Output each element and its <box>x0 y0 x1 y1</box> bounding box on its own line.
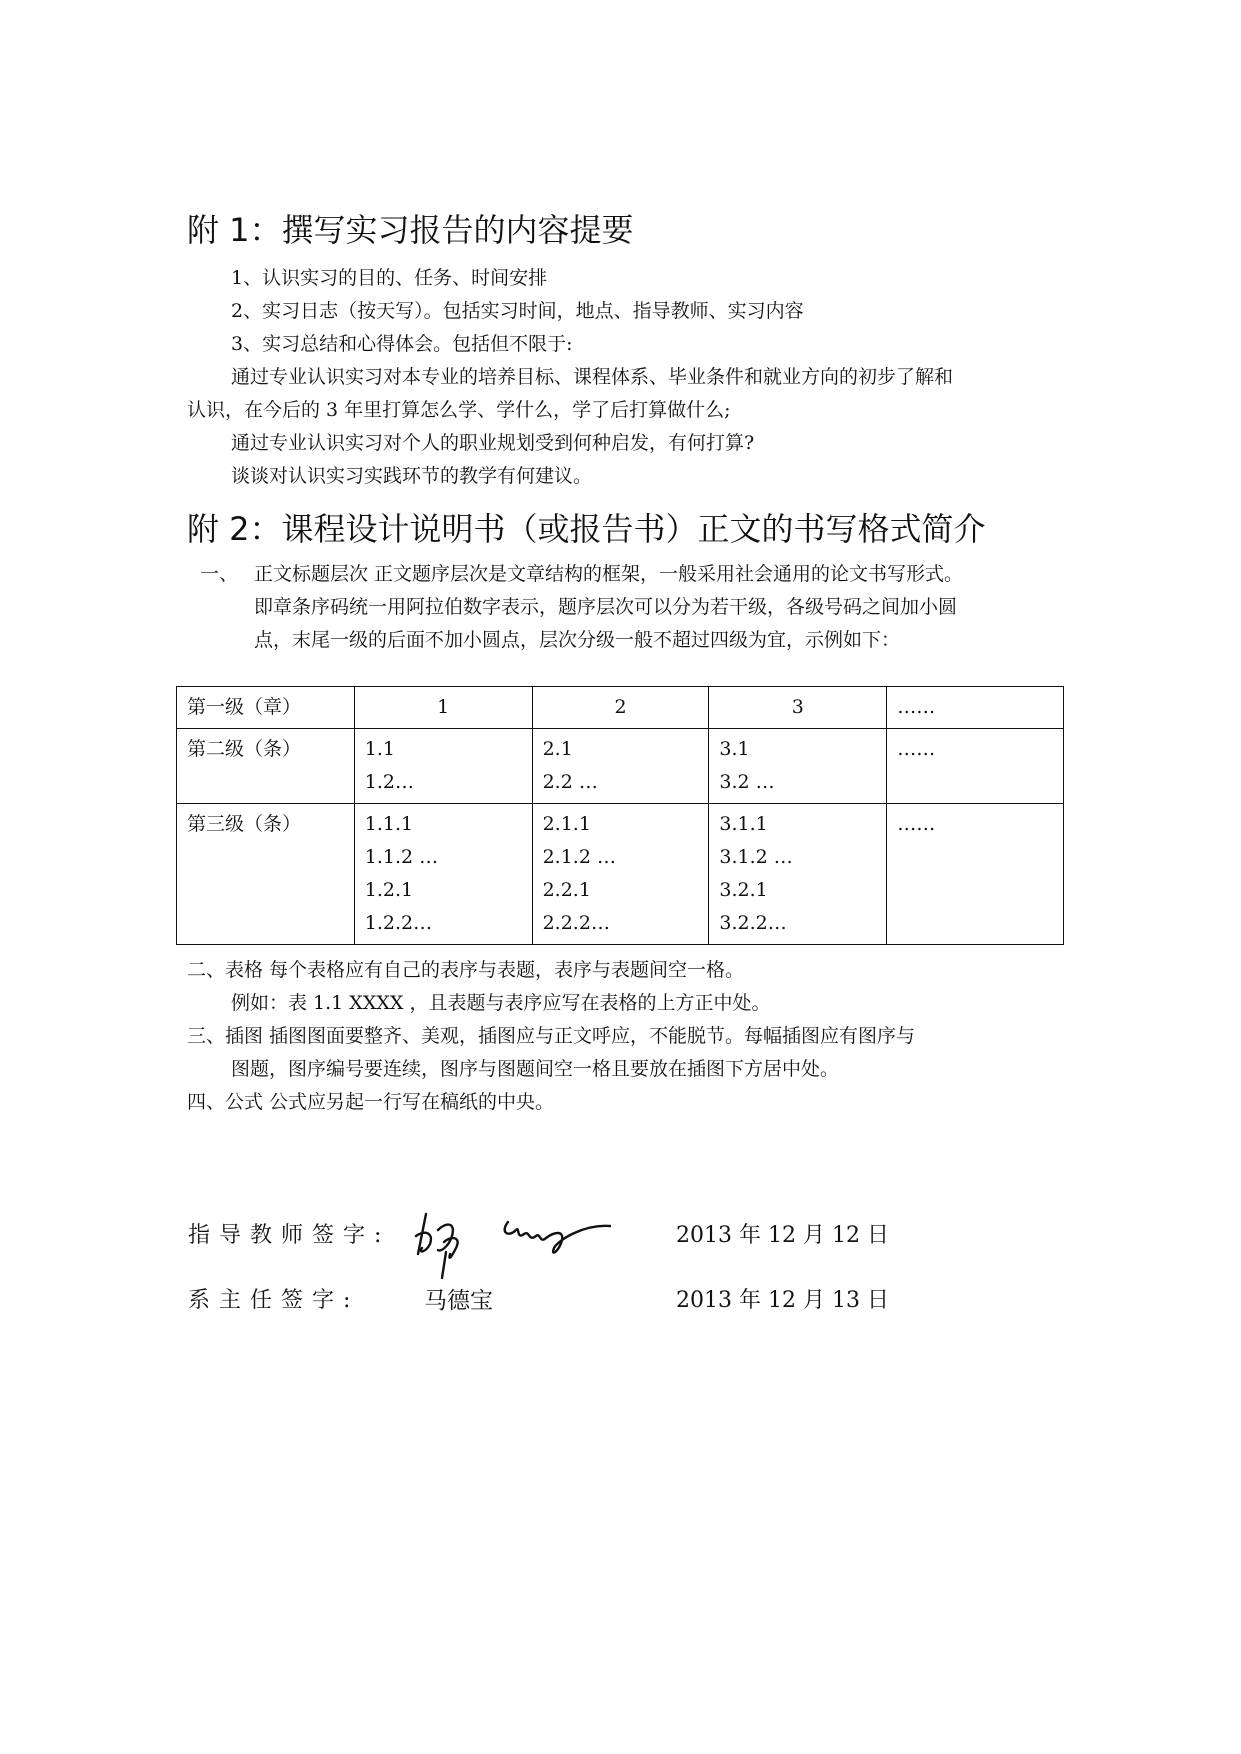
table-cell-line: 2.2.2… <box>542 912 610 934</box>
appendix1-paragraph-2: 通过专业认识实习对个人的职业规划受到何种启发，有何打算? <box>231 432 755 454</box>
table-row <box>177 729 1064 804</box>
director-signature-label: 系主任签字: <box>188 1288 360 1313</box>
heading-levels-table-body <box>177 687 1064 945</box>
table-cell <box>709 729 887 804</box>
table-cell-line: 1.1 <box>364 738 395 760</box>
table-cell-line: 3 <box>791 696 804 718</box>
section1-line-3: 点，末尾一级的后面不加小圆点，层次分级一般不超过四级为宜，示例如下： <box>254 629 901 651</box>
table-row-label: 第三级（条） <box>177 804 355 945</box>
table-cell <box>887 804 1064 945</box>
table-cell-line: 2.2 … <box>542 771 598 793</box>
table-cell-line: 2.2.1 <box>542 879 591 901</box>
table-cell-line: …… <box>897 696 936 718</box>
teacher-handwritten-signature <box>412 1192 622 1282</box>
appendix1-item-3: 3、实习总结和心得体会。包括但不限于: <box>231 333 573 355</box>
appendix2-title: 附 2：课程设计说明书（或报告书）正文的书写格式简介 <box>187 510 986 548</box>
table-cell-line: 1.1.1 <box>364 813 414 835</box>
table-cell <box>887 729 1064 804</box>
table-cell-line: 3.1 <box>719 738 750 760</box>
appendix1-item-2: 2、实习日志（按天写）。包括实习时间，地点、指导教师、实习内容 <box>231 300 804 322</box>
table-cell <box>354 687 532 729</box>
table-cell <box>887 687 1064 729</box>
table-cell <box>354 804 532 945</box>
director-signature-date: 2013 年 12 月 13 日 <box>676 1288 889 1313</box>
appendix1-item-1: 1、认识实习的目的、任务、时间安排 <box>231 267 548 289</box>
table-row <box>177 804 1064 945</box>
table-cell <box>354 729 532 804</box>
table-cell-line: …… <box>897 813 936 835</box>
director-signature-name: 马德宝 <box>424 1288 493 1314</box>
table-cell-line: 2 <box>614 696 627 718</box>
table-cell-line: 1.2.2… <box>364 912 433 934</box>
section3-line-2: 图题，图序编号要连续，图序与图题间空一格且要放在插图下方居中处。 <box>231 1058 840 1080</box>
table-cell-line: 3.2 … <box>719 771 775 793</box>
table-cell <box>532 804 709 945</box>
table-cell <box>532 687 709 729</box>
table-cell-line: 2.1.2 … <box>542 846 616 868</box>
heading-levels-table <box>176 686 1064 945</box>
appendix1-paragraph-3: 谈谈对认识实习实践环节的教学有何建议。 <box>231 465 593 487</box>
table-cell-line: 1.2… <box>364 771 414 793</box>
section3-line-1: 三、插图 插图图面要整齐、美观，插图应与正文呼应，不能脱节。每幅插图应有图序与 <box>187 1025 916 1047</box>
table-cell-line: 2.1 <box>542 738 573 760</box>
table-cell <box>532 729 709 804</box>
table-cell-line: …… <box>897 738 936 760</box>
teacher-signature-date: 2013 年 12 月 12 日 <box>676 1223 889 1248</box>
appendix1-paragraph-1-cont: 认识，在今后的 3 年里打算怎么学、学什么，学了后打算做什么; <box>187 399 731 421</box>
table-cell <box>709 687 887 729</box>
table-cell-line: 1.1.2 … <box>364 846 439 868</box>
table-cell-line: 1 <box>437 696 450 718</box>
table-row <box>177 687 1064 729</box>
table-cell-line: 1.2.1 <box>364 879 414 901</box>
table-cell-line: 3.2.1 <box>719 879 768 901</box>
section1-number: 一、 <box>200 563 239 585</box>
appendix1-paragraph-1: 通过专业认识实习对本专业的培养目标、课程体系、毕业条件和就业方向的初步了解和 <box>231 366 954 388</box>
table-cell <box>709 804 887 945</box>
table-row-label: 第一级（章） <box>177 687 355 729</box>
section2-line-1: 二、表格 每个表格应有自己的表序与表题，表序与表题间空一格。 <box>187 959 745 981</box>
table-cell-line: 3.1.1 <box>719 813 768 835</box>
section4-line-1: 四、公式 公式应另起一行写在稿纸的中央。 <box>187 1091 555 1113</box>
table-cell-line: 3.2.2… <box>719 912 787 934</box>
teacher-signature-label: 指导教师签字: <box>188 1223 391 1248</box>
table-cell-line: 2.1.1 <box>542 813 591 835</box>
section2-line-2: 例如：表 1.1 XXXX ，且表题与表序应写在表格的上方正中处。 <box>231 992 771 1014</box>
table-cell-line: 3.1.2 … <box>719 846 793 868</box>
table-row-label: 第二级（条） <box>177 729 355 804</box>
section1-line-1: 正文标题层次 正文题序层次是文章结构的框架，一般采用社会通用的论文书写形式。 <box>254 563 964 585</box>
appendix1-title: 附 1：撰写实习报告的内容提要 <box>187 211 634 249</box>
section1-line-2: 即章条序码统一用阿拉伯数字表示，题序层次可以分为若干级，各级号码之间加小圆 <box>254 596 958 618</box>
